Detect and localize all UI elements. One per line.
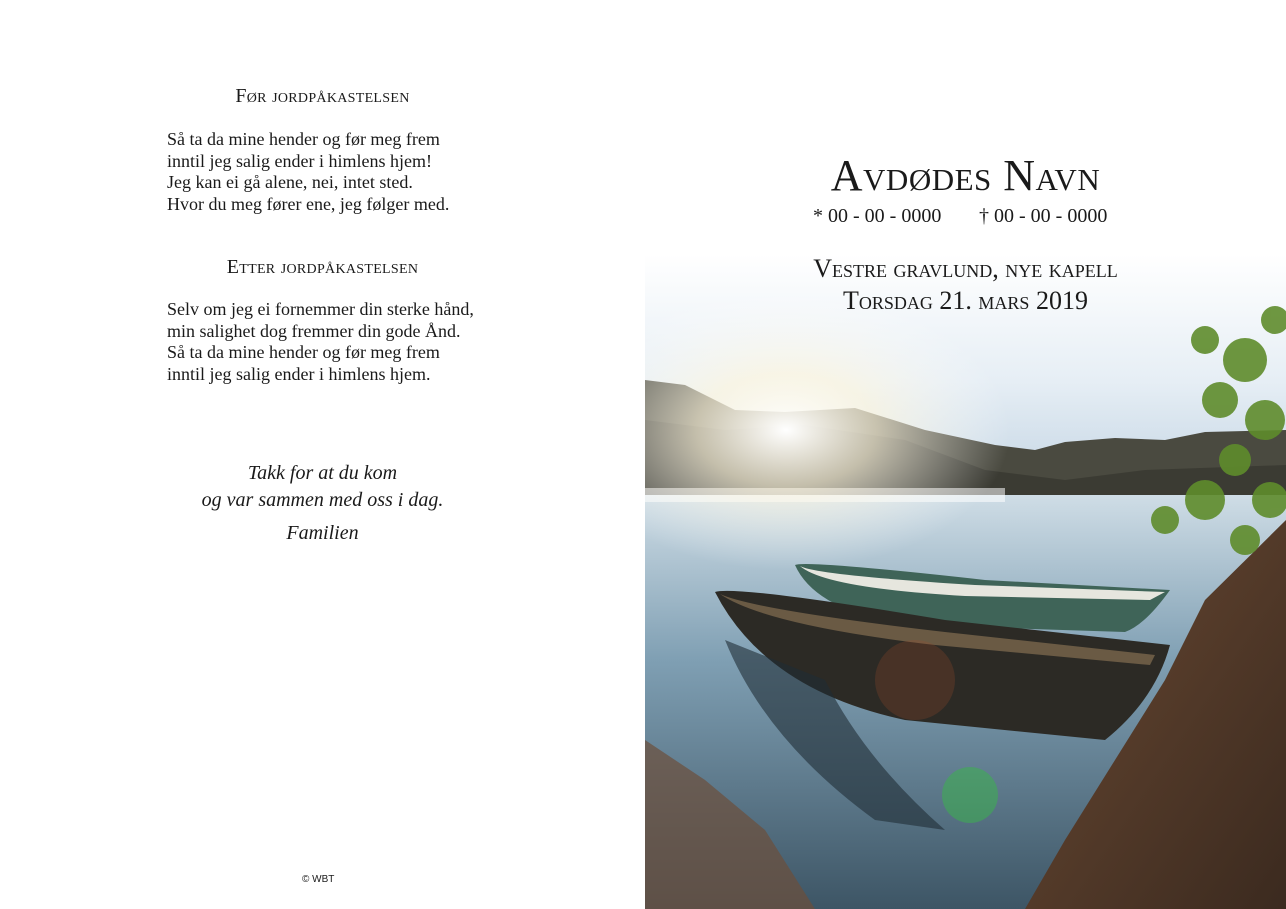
ceremony-date: Torsdag 21. mars 2019	[843, 286, 1088, 315]
verse-before	[167, 129, 449, 215]
thanks-line: og var sammen med oss i dag.	[201, 489, 444, 511]
thanks-message	[0, 460, 645, 547]
birth-date: * 00 - 00 - 0000	[813, 205, 942, 227]
verse-line: inntil jeg salig ender i himlens hjem.	[167, 363, 431, 384]
verse-line: inntil jeg salig ender i himlens hjem!	[167, 150, 432, 171]
thanks-signature: Familien	[286, 522, 359, 544]
verse-after	[167, 299, 474, 385]
verse-line: Jeg kan ei gå alene, nei, intet sted.	[167, 172, 413, 192]
verse-line: Hvor du meg fører ene, jeg følger med.	[167, 193, 450, 214]
lake-boats-photo	[645, 0, 1286, 909]
deceased-name: Avdødes Navn	[830, 151, 1101, 200]
copyright-notice: © WBT	[302, 874, 335, 885]
right-page	[645, 0, 1286, 909]
verse-line: min salighet dog fremmer din gode Ånd.	[167, 320, 461, 341]
verse-line: Så ta da mine hender og før meg frem	[167, 129, 440, 149]
section-heading-after: Etter jordpåkastelsen	[226, 256, 419, 278]
thanks-line: Takk for at du kom	[247, 462, 398, 484]
death-date: † 00 - 00 - 0000	[979, 205, 1108, 227]
verse-line: Selv om jeg ei fornemmer din sterke hånd,	[167, 299, 474, 319]
ceremony-place: Vestre gravlund, nye kapell	[813, 254, 1118, 283]
verse-line: Så ta da mine hender og før meg frem	[167, 342, 440, 362]
section-heading-before: Før jordpåkastelsen	[235, 85, 410, 107]
